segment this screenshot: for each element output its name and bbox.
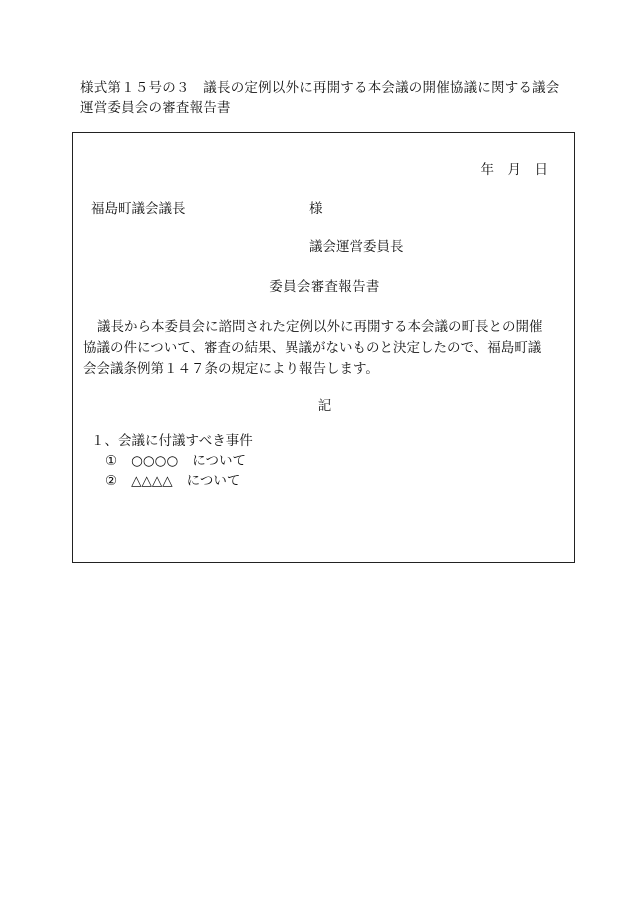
report-frame (72, 132, 575, 563)
honorific: 様 (309, 201, 323, 217)
ki-marker: 記 (317, 398, 332, 414)
committee-chair: 議会運営委員長 (309, 239, 404, 255)
item-suffix: について (192, 453, 246, 469)
item-number: ② (105, 473, 118, 489)
report-title: 委員会審査報告書 (269, 279, 380, 295)
date-line: 年 月 日 (480, 162, 548, 178)
report-body: 議長から本委員会に諮問された定例以外に再開する本会議の町長との開催協議の件について、審査の結果、異議がないものと決定したので、福島町議会会議条例第１４７条の規定により報告します。 (83, 319, 543, 377)
addressee: 福島町議会議長 (91, 201, 186, 217)
item-suffix: について (186, 473, 241, 489)
item-number: ① (105, 453, 118, 469)
form-heading: 様式第１５号の３ 議長の定例以外に再開する本会議の開催協議に関する議会運営委員会の審査報告書 (80, 80, 560, 116)
list-item (105, 471, 240, 491)
list-item (105, 451, 246, 471)
item-heading: １、会議に付議すべき事件 (91, 433, 253, 449)
item-subject: ○○○○ (131, 453, 179, 469)
item-subject: △△△△ (131, 473, 173, 489)
